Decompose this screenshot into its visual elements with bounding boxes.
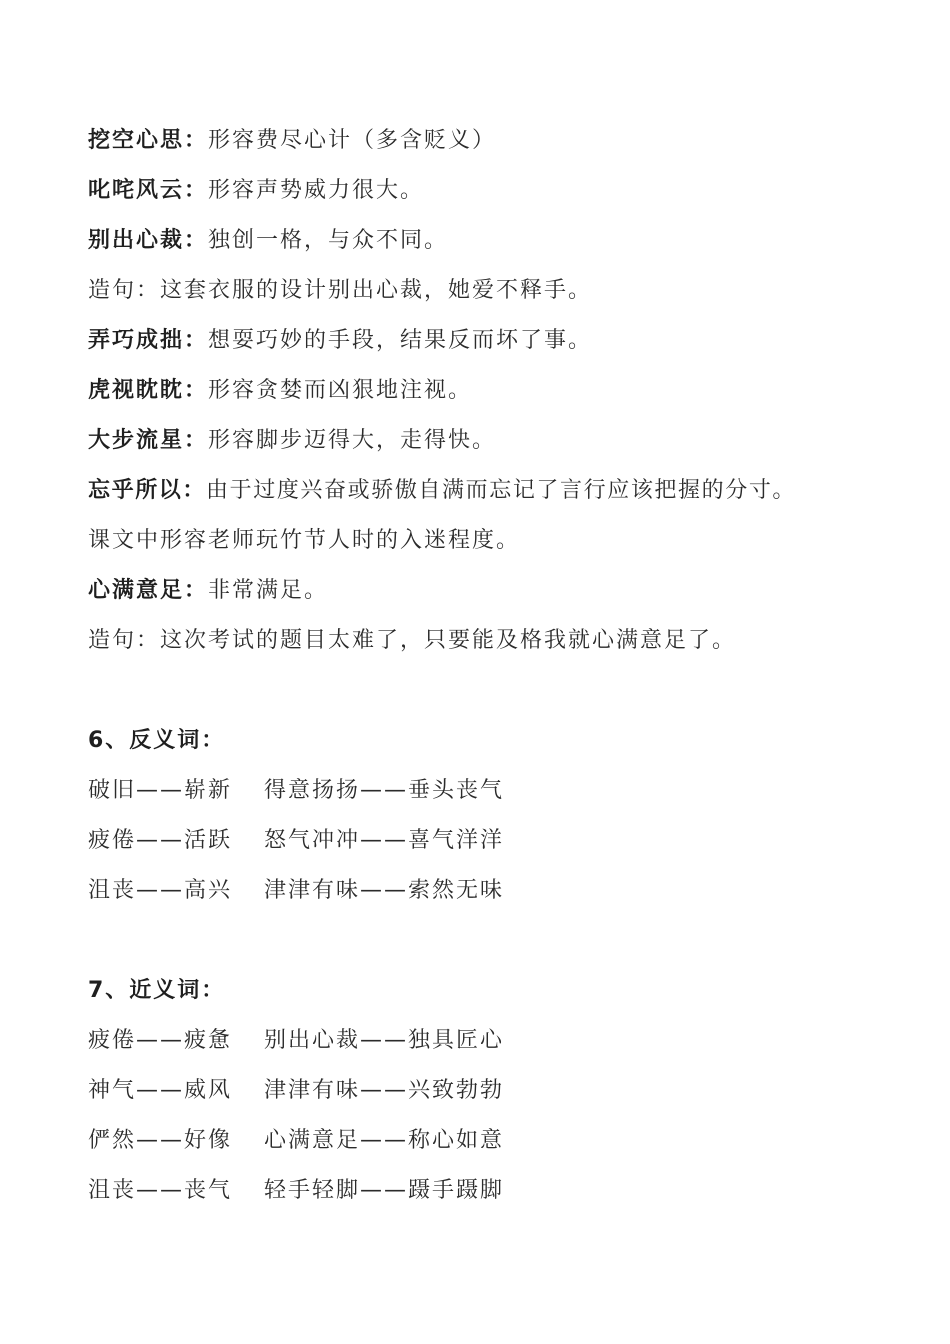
idiom-entry: [88, 366, 918, 416]
example-sentence: 造句：这次考试的题目太难了，只要能及格我就心满意足了。: [88, 628, 737, 653]
idiom-definition: 形容脚步迈得大，走得快。: [208, 428, 497, 453]
word-pair: 沮丧——高兴: [88, 878, 233, 903]
idiom-term: 挖空心思：: [88, 128, 209, 153]
word-pair: 破旧——崭新: [88, 778, 233, 803]
idiom-definition: 想耍巧妙的手段，结果反而坏了事。: [208, 328, 593, 353]
word-pair: 疲倦——疲惫: [88, 1028, 233, 1053]
word-pair: 神气——威风: [88, 1078, 233, 1103]
synonym-row: [88, 1116, 918, 1166]
idiom-term: 叱咤风云：: [88, 178, 209, 203]
idiom-definition: 形容贪婪而凶狠地注视。: [208, 378, 473, 403]
idiom-term: 别出心裁：: [88, 228, 209, 253]
word-pair: 怒气冲冲——喜气洋洋: [264, 828, 505, 853]
idiom-term: 大步流星：: [88, 428, 209, 453]
spacer: [88, 916, 918, 966]
idiom-definition: 独创一格，与众不同。: [208, 228, 449, 253]
idiom-term: 虎视眈眈：: [88, 378, 209, 403]
word-pair: 轻手轻脚——蹑手蹑脚: [264, 1178, 505, 1203]
antonym-row: [88, 866, 918, 916]
spacer: [88, 666, 918, 716]
idiom-entry: [88, 416, 918, 466]
idiom-term: 弄巧成拙：: [88, 328, 209, 353]
idiom-definition: 非常满足。: [208, 578, 329, 603]
word-pair: 沮丧——丧气: [88, 1178, 233, 1203]
idiom-definition: 由于过度兴奋或骄傲自满而忘记了言行应该把握的分寸。: [206, 478, 797, 503]
idiom-term: 忘乎所以：: [88, 478, 207, 503]
idiom-entry: [88, 466, 918, 516]
antonym-row: [88, 816, 918, 866]
idiom-entry: [88, 166, 918, 216]
usage-note: 课文中形容老师玩竹节人时的入迷程度。: [88, 528, 521, 553]
word-pair: 俨然——好像: [88, 1128, 233, 1153]
idiom-term: 心满意足：: [88, 578, 209, 603]
word-pair: 得意扬扬——垂头丧气: [264, 778, 505, 803]
word-pair: 心满意足——称心如意: [264, 1128, 505, 1153]
example-sentence: 造句：这套衣服的设计别出心裁，她爱不释手。: [88, 278, 593, 303]
idiom-entry: [88, 216, 918, 266]
synonyms-heading: 7、近义词：: [88, 978, 226, 1003]
antonyms-heading: 6、反义词：: [88, 728, 226, 753]
document-page: [88, 116, 918, 1216]
synonym-row: [88, 1166, 918, 1216]
idiom-definition: 形容费尽心计（多含贬义）: [208, 128, 497, 153]
synonym-row: [88, 1066, 918, 1116]
idiom-entry: [88, 316, 918, 366]
idiom-definition: 形容声势威力很大。: [208, 178, 425, 203]
idiom-entry: [88, 116, 918, 166]
synonym-row: [88, 1016, 918, 1066]
word-pair: 津津有味——索然无味: [264, 878, 505, 903]
word-pair: 别出心裁——独具匠心: [264, 1028, 505, 1053]
antonym-row: [88, 766, 918, 816]
word-pair: 津津有味——兴致勃勃: [264, 1078, 505, 1103]
word-pair: 疲倦——活跃: [88, 828, 233, 853]
idiom-entry: [88, 566, 918, 616]
